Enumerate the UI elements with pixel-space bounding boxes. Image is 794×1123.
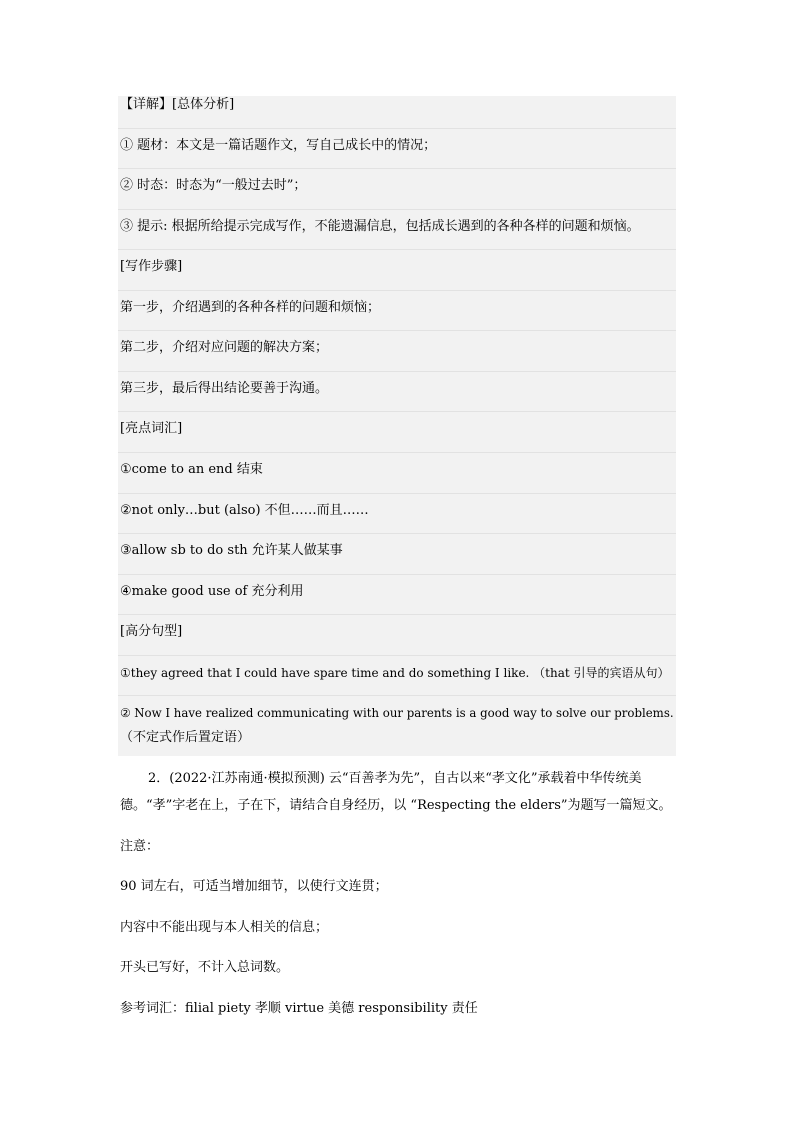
- answer-analysis-block: [118, 96, 676, 756]
- question-text: 2．(2022·江苏南通·模拟预测) 云“百善孝为先”，自古以来“孝文化”承载着中华传统美: [148, 771, 642, 786]
- step-item: 第二步，介绍对应问题的解决方案；: [120, 340, 329, 355]
- row-divider: [118, 493, 676, 494]
- analysis-point: ① 题材：本文是一篇话题作文，写自己成长中的情况；: [120, 138, 437, 153]
- sentence-item: ② Now I have realized communicating with our parents is a good way to solve our problems.: [120, 706, 674, 720]
- vocab-item: ④make good use of 充分利用: [120, 584, 304, 599]
- row-divider: [118, 128, 676, 129]
- analysis-point: ② 时态：时态为“一般过去时”；: [120, 178, 307, 193]
- row-divider: [118, 249, 676, 250]
- row-divider: [118, 371, 676, 372]
- note-item: 内容中不能出现与本人相关的信息；: [120, 920, 329, 935]
- vocab-heading: [亮点词汇]: [120, 421, 183, 436]
- sentence-item: ①they agreed that I could have spare time and do something I like. （that 引导的宾语从句）: [120, 666, 670, 680]
- sentence-heading: [高分句型]: [120, 624, 183, 639]
- analysis-point: ③ 提示: 根据所给提示完成写作，不能遗漏信息，包括成长遇到的各种各样的问题和烦恼。: [120, 219, 640, 234]
- row-divider: [118, 655, 676, 656]
- question-text: 德。“孝”字老在上，子在下，请结合自身经历，以 “Respecting the elders”为题写一篇短文。: [120, 798, 672, 813]
- row-divider: [118, 168, 676, 169]
- sentence-item-note: （不定式作后置定语）: [120, 730, 251, 745]
- row-divider: [118, 290, 676, 291]
- note-item: 90 词左右，可适当增加细节，以使行文连贯；: [120, 879, 388, 894]
- notes-heading: 注意：: [120, 839, 160, 854]
- step-item: 第一步，介绍遇到的各种各样的问题和烦恼；: [120, 300, 381, 315]
- vocab-item: ③allow sb to do sth 允许某人做某事: [120, 543, 343, 558]
- row-divider: [118, 452, 676, 453]
- step-item: 第三步，最后得出结论要善于沟通。: [120, 381, 329, 396]
- row-divider: [118, 533, 676, 534]
- row-divider: [118, 411, 676, 412]
- row-divider: [118, 695, 676, 696]
- steps-heading: [写作步骤]: [120, 259, 183, 274]
- reference-vocab: 参考词汇：filial piety 孝顺 virtue 美德 responsibility 责任: [120, 1001, 478, 1016]
- row-divider: [118, 209, 676, 210]
- row-divider: [118, 614, 676, 615]
- note-item: 开头已写好，不计入总词数。: [120, 960, 290, 975]
- vocab-item: ①come to an end 结束: [120, 462, 263, 477]
- row-divider: [118, 574, 676, 575]
- row-divider: [118, 330, 676, 331]
- vocab-item: ②not only…but (also) 不但……而且……: [120, 503, 369, 518]
- analysis-heading: 【详解】[总体分析]: [120, 97, 235, 112]
